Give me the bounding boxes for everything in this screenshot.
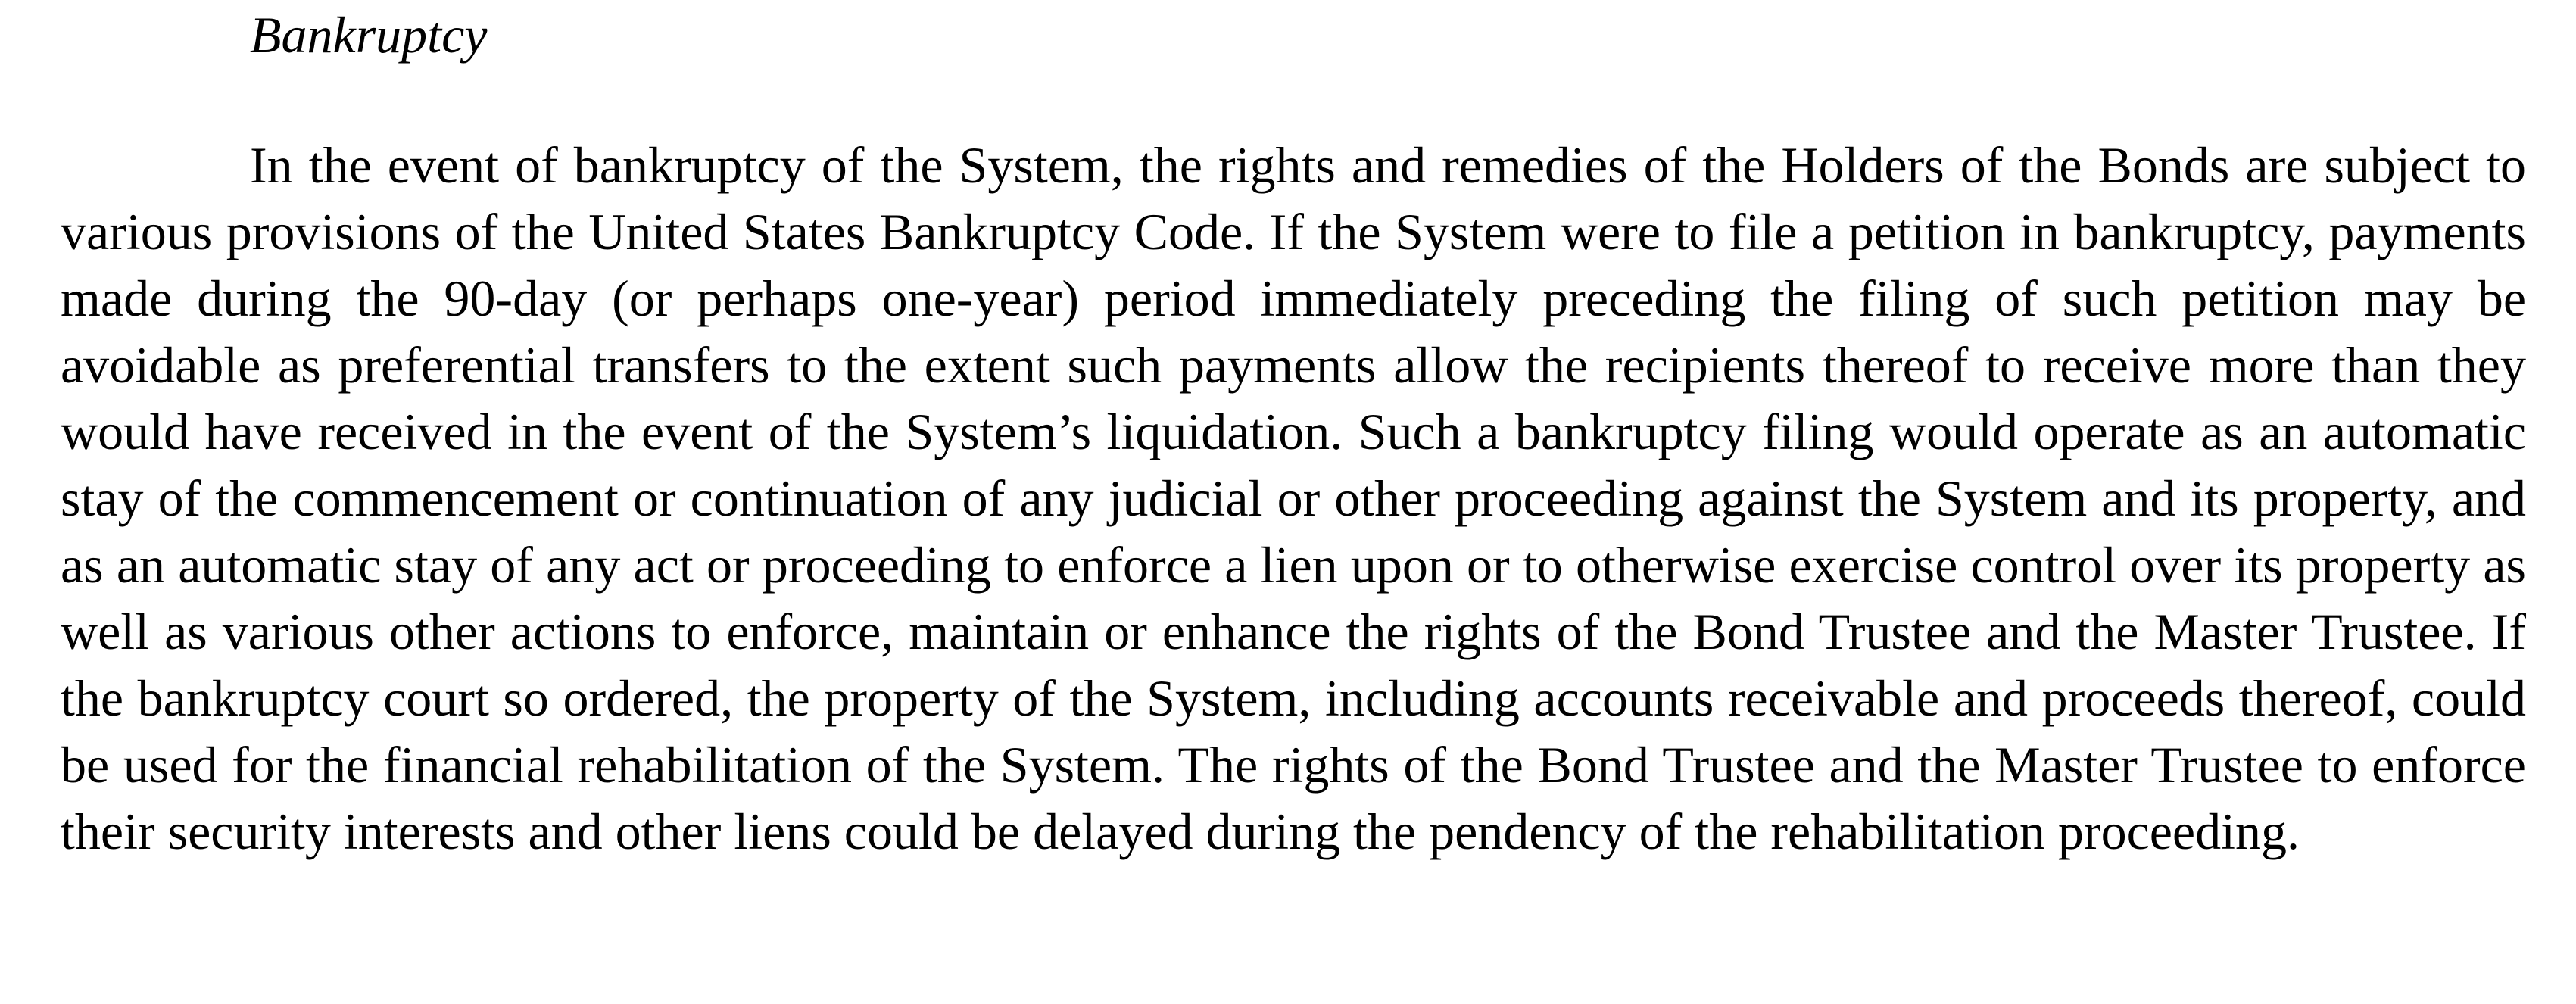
body-paragraph: In the event of bankruptcy of the System, the rights and remedies of the Holders of the Bonds are subject to various provisions of the United States Bankruptcy Code. If the System were to file a petition in bankruptcy, payments made during the 90-day (or perhaps one-year) period immediately preceding the filing of such petition may be avoidable as preferential transfers to the extent such payments allow the recipients thereof to receive more than they would have received in the event of the System’s liquidation. Such a bankruptcy filing would operate as an automatic stay of the commencement or continuation of any judicial or other proceeding against the System and its property, and as an automatic stay of any act or proceeding to enforce a lien upon or to otherwise exercise control over its property as well as various other actions to enforce, maintain or enhance the rights of the Bond Trustee and the Master Trustee. If the bankruptcy court so ordered, the property of the System, including accounts receivable and proceeds thereof, could be used for the financial rehabilitation of the System. The rights of the Bond Trustee and the Master Trustee to enforce their security interests and other liens could be delayed during the pendency of the rehabilitation proceeding.	[61, 136, 2526, 860]
section-heading: Bankruptcy	[250, 6, 488, 64]
